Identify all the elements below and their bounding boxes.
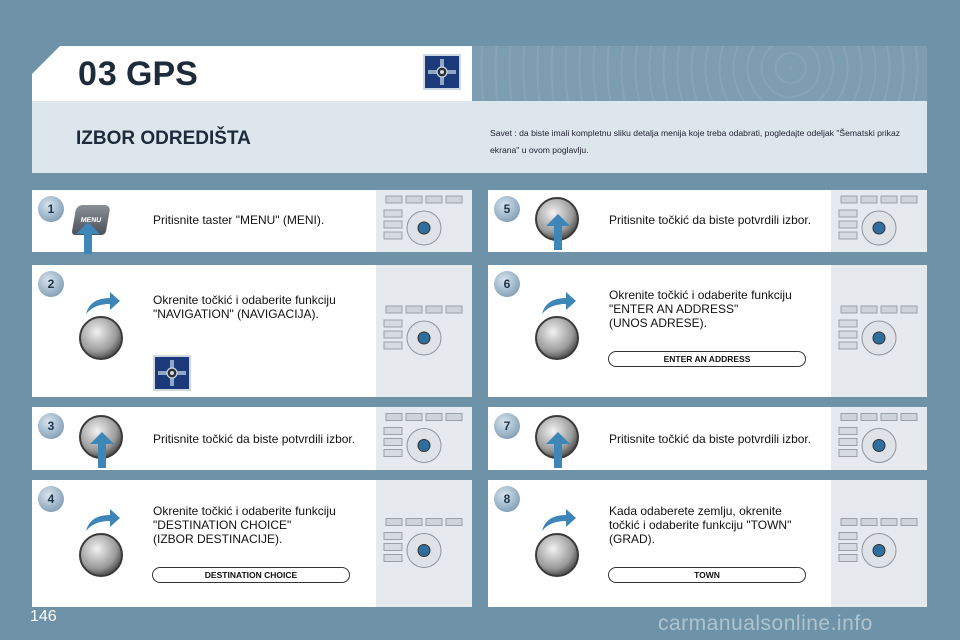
- radio-button-shape: [426, 196, 442, 203]
- chapter-number: 03: [78, 55, 118, 93]
- radio-button-shape: [386, 519, 402, 526]
- radio-button-shape: [426, 306, 442, 313]
- menu-button-icon: MENU: [71, 205, 110, 235]
- radio-panel-image: [376, 265, 472, 397]
- radio-button-shape: [406, 519, 422, 526]
- rotary-knob-icon: [79, 533, 123, 577]
- step-text: Okrenite točkić i odaberite funkciju "ENTER AN ADDRESS" (UNOS ADRESE).: [609, 288, 792, 330]
- radio-button-shape: [426, 519, 442, 526]
- radio-dial-knob: [873, 545, 885, 557]
- radio-button-shape: [406, 196, 422, 203]
- radio-button-shape: [901, 519, 917, 526]
- radio-button-shape: [384, 232, 402, 239]
- step-text: Pritisnite točkić da biste potvrdili izbor.: [153, 432, 356, 446]
- step-text: Kada odaberete zemlju, okrenite točkić i odaberite funkciju "TOWN" (GRAD).: [609, 504, 792, 546]
- radio-controls-drawing: [376, 265, 472, 397]
- radio-dial-knob: [418, 545, 430, 557]
- menu-option-enter-an-address: ENTER AN ADDRESS: [608, 351, 806, 367]
- radio-controls-drawing: [376, 480, 472, 607]
- radio-button-shape: [384, 210, 402, 217]
- menu-option-destination-choice: DESTINATION CHOICE: [152, 567, 350, 583]
- rotary-knob-icon: [79, 316, 123, 360]
- press-arrow-icon: [90, 432, 114, 468]
- radio-button-shape: [839, 450, 857, 457]
- radio-panel-image: [376, 190, 472, 252]
- radio-button-shape: [386, 414, 402, 421]
- radio-button-shape: [839, 342, 857, 349]
- radio-button-shape: [384, 428, 402, 435]
- radio-button-shape: [841, 306, 857, 313]
- radio-button-shape: [881, 306, 897, 313]
- radio-controls-drawing: [376, 190, 472, 252]
- page-number: 146: [30, 608, 57, 625]
- gps-crosshair-icon: [423, 54, 461, 90]
- step-text: Pritisnite taster "MENU" (MENI).: [153, 213, 325, 227]
- rotate-arrow-icon: [84, 290, 122, 316]
- radio-button-shape: [881, 414, 897, 421]
- radio-panel-image: [376, 407, 472, 470]
- radio-button-shape: [881, 196, 897, 203]
- radio-button-shape: [839, 331, 857, 338]
- radio-button-shape: [839, 221, 857, 228]
- step-text: Pritisnite točkić da biste potvrdili izbor.: [609, 213, 812, 227]
- step-number-badge: 6: [494, 271, 520, 297]
- radio-button-shape: [861, 414, 877, 421]
- rotate-arrow-icon: [540, 507, 578, 533]
- radio-dial-knob: [873, 332, 885, 344]
- radio-dial-knob: [418, 440, 430, 452]
- radio-button-shape: [901, 306, 917, 313]
- chapter-title: GPS: [126, 55, 198, 93]
- step-number-badge: 2: [38, 271, 64, 297]
- radio-panel-image: [831, 480, 927, 607]
- radio-button-shape: [841, 414, 857, 421]
- radio-button-shape: [384, 331, 402, 338]
- rotary-knob-icon: [535, 533, 579, 577]
- radio-button-shape: [839, 555, 857, 562]
- radio-button-shape: [861, 196, 877, 203]
- radio-button-shape: [384, 320, 402, 327]
- radio-controls-drawing: [831, 480, 927, 607]
- radio-button-shape: [839, 439, 857, 446]
- step-number-badge: 5: [494, 196, 520, 222]
- radio-button-shape: [839, 533, 857, 540]
- radio-dial-knob: [873, 440, 885, 452]
- radio-button-shape: [839, 544, 857, 551]
- radio-button-shape: [384, 544, 402, 551]
- radio-button-shape: [384, 221, 402, 228]
- radio-button-shape: [841, 196, 857, 203]
- step-number-badge: 3: [38, 413, 64, 439]
- header-pattern: [472, 46, 927, 101]
- radio-controls-drawing: [831, 407, 927, 470]
- radio-panel-image: [831, 190, 927, 252]
- radio-button-shape: [839, 428, 857, 435]
- radio-dial-knob: [418, 332, 430, 344]
- radio-button-shape: [861, 306, 877, 313]
- step-number-badge: 8: [494, 486, 520, 512]
- step-text: Okrenite točkić i odaberite funkciju "NAVIGATION" (NAVIGACIJA).: [153, 293, 336, 321]
- radio-button-shape: [384, 439, 402, 446]
- radio-panel-image: [376, 480, 472, 607]
- radio-button-shape: [901, 414, 917, 421]
- radio-button-shape: [881, 519, 897, 526]
- radio-panel-image: [831, 265, 927, 397]
- radio-button-shape: [386, 196, 402, 203]
- press-arrow-icon: [76, 222, 100, 254]
- radio-button-shape: [446, 414, 462, 421]
- radio-button-shape: [839, 210, 857, 217]
- radio-button-shape: [861, 519, 877, 526]
- radio-dial-knob: [873, 222, 885, 234]
- radio-button-shape: [426, 414, 442, 421]
- radio-button-shape: [406, 306, 422, 313]
- section-title: IZBOR ODREDIŠTA: [76, 128, 251, 149]
- rotate-arrow-icon: [540, 290, 578, 316]
- step-number-badge: 4: [38, 486, 64, 512]
- radio-button-shape: [386, 306, 402, 313]
- radio-button-shape: [406, 414, 422, 421]
- radio-button-shape: [446, 306, 462, 313]
- radio-button-shape: [446, 519, 462, 526]
- step-text: Pritisnite točkić da biste potvrdili izbor.: [609, 432, 812, 446]
- radio-button-shape: [841, 519, 857, 526]
- step-text: Okrenite točkić i odaberite funkciju "DESTINATION CHOICE" (IZBOR DESTINACIJE).: [153, 504, 336, 546]
- menu-option-town: TOWN: [608, 567, 806, 583]
- radio-button-shape: [839, 232, 857, 239]
- radio-controls-drawing: [831, 265, 927, 397]
- radio-button-shape: [384, 533, 402, 540]
- rotate-arrow-icon: [84, 507, 122, 533]
- radio-button-shape: [839, 320, 857, 327]
- press-arrow-icon: [546, 432, 570, 468]
- tip-text: Savet : da biste imali kompletnu sliku detalja menija koje treba odabrati, pogledajte odeljak "Šematski prikaz ekrana" u ovom poglavlju.: [490, 128, 901, 155]
- radio-dial-knob: [418, 222, 430, 234]
- radio-button-shape: [384, 342, 402, 349]
- radio-button-shape: [446, 196, 462, 203]
- radio-panel-image: [831, 407, 927, 470]
- step-number-badge: 7: [494, 413, 520, 439]
- step-number-badge: 1: [38, 196, 64, 222]
- radio-button-shape: [384, 555, 402, 562]
- watermark: carmanualsonline.info: [658, 612, 873, 635]
- radio-controls-drawing: [376, 407, 472, 470]
- rotary-knob-icon: [535, 316, 579, 360]
- radio-button-shape: [384, 450, 402, 457]
- radio-button-shape: [901, 196, 917, 203]
- navigation-crosshair-icon: [153, 355, 191, 391]
- press-arrow-icon: [546, 214, 570, 250]
- radio-controls-drawing: [831, 190, 927, 252]
